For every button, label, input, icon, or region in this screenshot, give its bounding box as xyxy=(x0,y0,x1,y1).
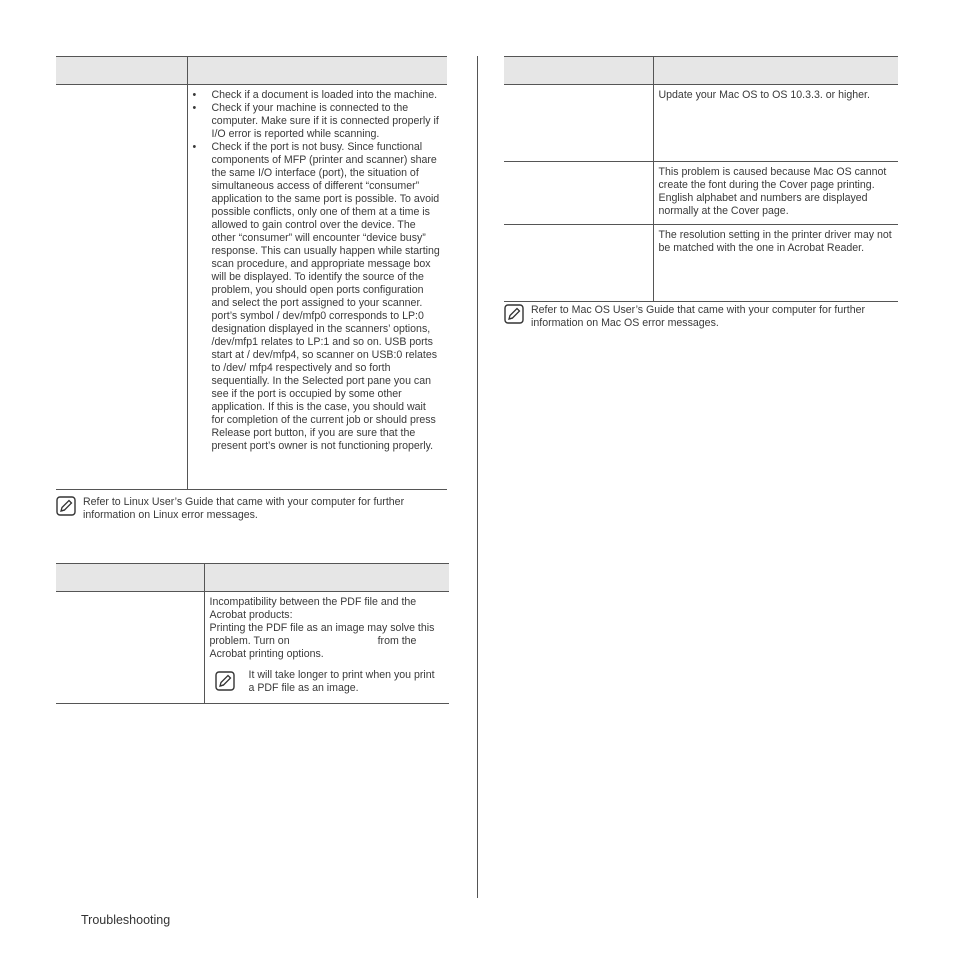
table-row xyxy=(504,225,898,302)
solution-header xyxy=(204,564,449,592)
condition-cell xyxy=(504,225,653,302)
solution-list xyxy=(193,89,442,453)
table-row xyxy=(56,85,447,490)
condition-cell xyxy=(56,85,187,490)
linux-note xyxy=(56,496,446,522)
table-row xyxy=(504,162,898,225)
table-header-row xyxy=(504,57,898,85)
solution-cell xyxy=(204,592,449,704)
table-row xyxy=(504,85,898,162)
note-text: Refer to Mac OS User’s Guide that came with your computer for further information on Mac OS error messages. xyxy=(531,304,866,329)
list-item: • Check if your machine is connected to the computer. Make sure if it is connected properly if I/O error is reported while scanning. xyxy=(193,102,442,141)
note-pencil-icon xyxy=(215,671,235,691)
solution-cell: The resolution setting in the printer driver may not be matched with the one in Acrobat Reader. xyxy=(653,225,898,302)
mac-note xyxy=(504,304,894,330)
mac-problems-table xyxy=(504,56,898,302)
list-item: • Check if the port is not busy. Since functional components of MFP (printer and scanner) share the same I/O interface (port), the situation of simultaneous access of different “consumer” application to the same port is possible. To avoid possible conflicts, only one of them at a time is allowed to gain control over the device. The other “consumer” will encounter “device busy” response. This can usually happen while starting scan procedure, and appropriate message box will be displayed. To identify the source of the problem, you should open ports configuration and select the port assigned to your scanner. port’s symbol / dev/mfp0 corresponds to LP:0 designation displayed in the scanners’ options, /dev/mfp1 relates to LP:1 and so on. USB ports start at / dev/mfp4, so scanner on USB:0 relates to /dev/ mfp4 respectively and so forth sequentially. In the Selected port pane you can see if the port is occupied by some other application. If this is the case, you should wait for completion of the current job or should press Release port button, if you are sure that the present port’s owner is not functioning properly. xyxy=(193,141,442,453)
note-text: Refer to Linux User’s Guide that came with your computer for further information on Linux error messages. xyxy=(83,496,405,521)
table-row xyxy=(56,592,449,704)
pdf-problems-table xyxy=(56,563,449,704)
solution-header xyxy=(187,57,447,85)
condition-cell xyxy=(504,85,653,162)
note-pencil-icon xyxy=(56,496,76,516)
solution-cell xyxy=(187,85,447,490)
condition-header xyxy=(56,57,187,85)
condition-header xyxy=(56,564,204,592)
scan-problems-table xyxy=(56,56,447,490)
condition-cell xyxy=(504,162,653,225)
table-header-row xyxy=(56,57,447,85)
note-text: It will take longer to print when you print a PDF file as an image. xyxy=(248,669,435,694)
solution-cell: This problem is caused because Mac OS cannot create the font during the Cover page printing. English alphabet and numbers are displayed normally at the Cover page. xyxy=(653,162,898,225)
column-divider xyxy=(477,56,478,898)
condition-cell xyxy=(56,592,204,704)
solution-text: Incompatibility between the PDF file and the Acrobat products: xyxy=(209,596,417,621)
pdf-note xyxy=(210,669,444,695)
page-footer: Troubleshooting xyxy=(81,913,171,927)
solution-cell: Update your Mac OS to OS 10.3.3. or higher. xyxy=(653,85,898,162)
note-pencil-icon xyxy=(504,304,524,324)
solution-header xyxy=(653,57,898,85)
table-header-row xyxy=(56,564,449,592)
list-item: • Check if a document is loaded into the machine. xyxy=(193,89,442,102)
solution-text: Printing the PDF file as an image may solve this problem. Turn on from the Acrobat printing options. xyxy=(209,622,435,660)
condition-header xyxy=(504,57,653,85)
